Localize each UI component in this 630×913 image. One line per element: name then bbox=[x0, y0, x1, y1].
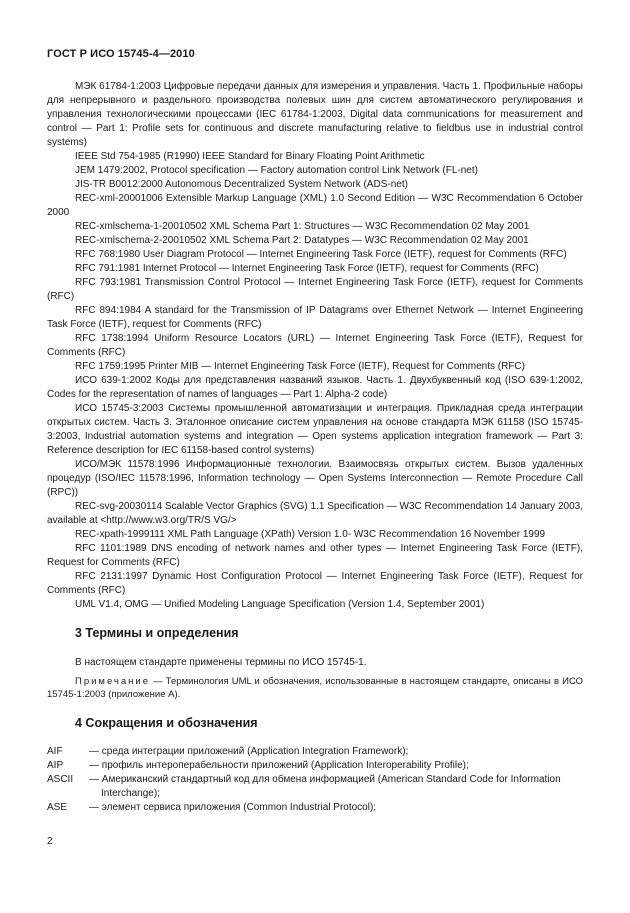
reference-item: RFC 1738:1994 Uniform Resource Locators (URL) — Internet Engineering Task Force (IETF), Request for Comments (RFC) bbox=[47, 333, 583, 358]
abbreviation-term: AIF bbox=[47, 746, 63, 757]
reference-item: REC-xpath-1999111 XML Path Language (XPath) Version 1.0- W3C Recommendation 16 November 1999 bbox=[75, 529, 546, 540]
section-4-title: 4 Сокращения и обозначения bbox=[75, 716, 258, 730]
abbreviation-row bbox=[47, 801, 587, 815]
reference-item: RFC 2131:1997 Dynamic Host Configuration Protocol — Internet Engineering Task Force (IETF), Request for Comments (RFC) bbox=[47, 571, 583, 596]
document-header: ГОСТ Р ИСО 15745-4—2010 bbox=[47, 48, 195, 60]
reference-item: IEEE Std 754-1985 (R1990) IEEE Standard for Binary Floating Point Arithmetic bbox=[75, 151, 425, 162]
abbreviation-definition: — профиль интероперабельности приложений (Application Interoperability Profile); bbox=[89, 760, 469, 771]
reference-item: JEM 1479:2002, Protocol specification — Factory automation control Link Network (FL-net) bbox=[75, 165, 478, 176]
normative-references bbox=[47, 80, 583, 612]
abbreviations-list bbox=[47, 745, 587, 815]
abbreviation-row bbox=[47, 759, 587, 773]
reference-item: REC-xml-20001006 Extensible Markup Language (XML) 1.0 Second Edition — W3C Recommendation 6 October 2000 bbox=[47, 193, 583, 218]
note-label: Примечание bbox=[75, 676, 150, 687]
reference-item: RFC 791:1981 Internet Protocol — Internet Engineering Task Force (IETF), request for Comments (RFC) bbox=[75, 263, 539, 274]
reference-item: ИСО/МЭК 11578:1996 Информационные технологии. Взаимосвязь открытых систем. Вызов удаленных процедур (ISO/IEC 11578:1996, Information technology — Open Systems Interconnection — Remote Procedure Call (RPC)) bbox=[47, 459, 583, 498]
page-number: 2 bbox=[47, 836, 53, 847]
reference-item: ИСО 15745-3:2003 Системы промышленной автоматизации и интеграция. Прикладная среда интеграции открытых систем. Часть 3. Эталонное описание систем управления на основе стандарта МЭК 61158 (ISO 15745-3:2003, Industrial automation systems and integration — Open systems application integration framework — Part 3: Reference description for IEC 61158-based control systems) bbox=[47, 403, 583, 456]
reference-item: ИСО 639-1:2002 Коды для представления названий языков. Часть 1. Двухбуквенный код (ISO 639-1:2002, Codes for the representation of names of languages — Part 1: Alpha-2 code) bbox=[47, 375, 583, 400]
reference-item: МЭК 61784-1:2003 Цифровые передачи данных для измерения и управления. Часть 1. Профильные наборы для непрерывного и раздельного производства полевых шин для систем автоматического регулирования и управления технологическими процессами (IEC 61784-1:2003, Digital data communications for measurement and control — Part 1: Profile sets for continuous and discrete manufacturing relative to fieldbus use in industrial control systems) bbox=[47, 81, 583, 148]
section-3-note bbox=[47, 675, 583, 701]
reference-item: REC-svg-20030114 Scalable Vector Graphics (SVG) 1.1 Specification — W3C Recommendation 14 January 2003, available at <http://www.w3.org/TR/S VG/> bbox=[47, 501, 583, 526]
abbreviation-term: ASE bbox=[47, 802, 68, 813]
abbreviation-term: ASCII bbox=[47, 774, 74, 785]
abbreviation-term: AIP bbox=[47, 760, 64, 771]
reference-item: RFC 1759:1995 Printer MIB — Internet Engineering Task Force (IETF), Request for Comments (RFC) bbox=[75, 361, 525, 372]
section-3-text: В настоящем стандарте применены термины по ИСО 15745-1. bbox=[75, 657, 367, 668]
reference-item: REC-xmlschema-2-20010502 XML Schema Part 2: Datatypes — W3C Recommendation 02 May 2001 bbox=[75, 235, 529, 246]
note-text: — Терминология UML и обозначения, использованные в настоящем стандарте, описаны в ИСО 15745-1:2003 (приложение А). bbox=[47, 676, 583, 700]
reference-item: RFC 793:1981 Transmission Control Protocol — Internet Engineering Task Force (IETF), request for Comments (RFC) bbox=[47, 277, 583, 302]
abbreviation-definition: — элемент сервиса приложения (Common Industrial Protocol); bbox=[89, 802, 377, 813]
reference-item: RFC 894:1984 A standard for the Transmission of IP Datagrams over Ethernet Network — Internet Engineering Task Force (IETF), request for Comments (RFC) bbox=[47, 305, 583, 330]
section-3-title: 3 Термины и определения bbox=[75, 626, 239, 640]
reference-item: REC-xmlschema-1-20010502 XML Schema Part 1: Structures — W3C Recommendation 02 May 2001 bbox=[75, 221, 530, 232]
abbreviation-definition: — среда интеграции приложений (Application Integration Framework); bbox=[89, 746, 409, 757]
reference-item: JIS-TR B0012:2000 Autonomous Decentralized System Network (ADS-net) bbox=[75, 179, 408, 190]
section-3-body bbox=[47, 656, 583, 669]
reference-item: UML V1.4, OMG — Unified Modeling Language Specification (Version 1.4, September 2001) bbox=[75, 599, 485, 610]
reference-item: RFC 1101:1989 DNS encoding of network names and other types — Internet Engineering Task Force (IETF), Request for Comments (RFC) bbox=[47, 543, 583, 568]
abbreviation-row bbox=[47, 773, 587, 801]
abbreviation-definition: — Американский стандартный код для обмена информацией (American Standard Code for Information Interchange); bbox=[89, 774, 561, 799]
abbreviation-row bbox=[47, 745, 587, 759]
reference-item: RFC 768:1980 User Diagram Protocol — Internet Engineering Task Force (IETF), request for Comments (RFC) bbox=[75, 249, 567, 260]
